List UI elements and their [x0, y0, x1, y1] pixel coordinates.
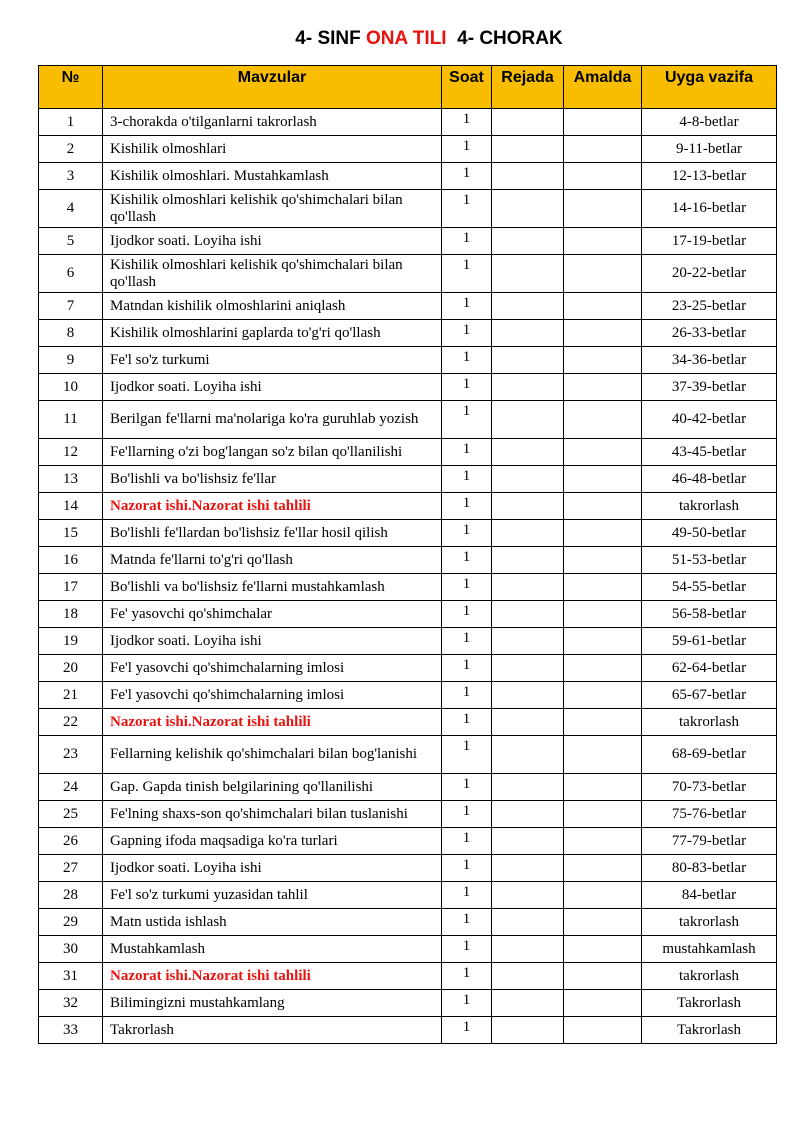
- row-planned: [492, 601, 564, 628]
- table-row: [39, 255, 777, 293]
- row-actual: [564, 109, 642, 136]
- row-topic: Ijodkor soati. Loyiha ishi: [103, 855, 442, 882]
- row-topic: Matnda fe'llarni to'g'ri qo'llash: [103, 547, 442, 574]
- row-planned: [492, 909, 564, 936]
- row-actual: [564, 1017, 642, 1044]
- row-actual: [564, 882, 642, 909]
- row-planned: [492, 882, 564, 909]
- row-number: 5: [39, 228, 103, 255]
- row-number: 20: [39, 655, 103, 682]
- page-title: [0, 28, 800, 50]
- row-homework: Takrorlash: [642, 1017, 777, 1044]
- row-hours: 1: [442, 963, 492, 990]
- row-topic: Kishilik olmoshlarini gaplarda to'g'ri qo'llash: [103, 320, 442, 347]
- row-actual: [564, 190, 642, 228]
- table-row: [39, 574, 777, 601]
- table-row: [39, 109, 777, 136]
- row-planned: [492, 320, 564, 347]
- header-homework: Uyga vazifa: [642, 66, 777, 109]
- title-part-subject: ONA TILI: [366, 28, 447, 49]
- row-actual: [564, 255, 642, 293]
- row-topic: Gapning ifoda maqsadiga ko'ra turlari: [103, 828, 442, 855]
- row-planned: [492, 936, 564, 963]
- row-planned: [492, 828, 564, 855]
- row-hours: 1: [442, 736, 492, 774]
- header-actual: Amalda: [564, 66, 642, 109]
- row-hours: 1: [442, 801, 492, 828]
- row-topic: Matn ustida ishlash: [103, 909, 442, 936]
- row-topic: Kishilik olmoshlari kelishik qo'shimchalari bilan qo'llash: [103, 255, 442, 293]
- row-planned: [492, 439, 564, 466]
- lesson-plan-table: [38, 65, 777, 1044]
- row-homework: 65-67-betlar: [642, 682, 777, 709]
- row-hours: 1: [442, 255, 492, 293]
- row-homework: 68-69-betlar: [642, 736, 777, 774]
- table-row: [39, 709, 777, 736]
- table-row: [39, 736, 777, 774]
- row-hours: 1: [442, 190, 492, 228]
- row-actual: [564, 574, 642, 601]
- row-hours: 1: [442, 828, 492, 855]
- row-number: 33: [39, 1017, 103, 1044]
- row-hours: 1: [442, 293, 492, 320]
- row-hours: 1: [442, 909, 492, 936]
- table-row: [39, 1017, 777, 1044]
- row-number: 6: [39, 255, 103, 293]
- row-number: 22: [39, 709, 103, 736]
- row-planned: [492, 255, 564, 293]
- row-actual: [564, 655, 642, 682]
- row-actual: [564, 601, 642, 628]
- row-number: 29: [39, 909, 103, 936]
- row-homework: 84-betlar: [642, 882, 777, 909]
- row-topic: Berilgan fe'llarni ma'nolariga ko'ra guruhlab yozish: [103, 401, 442, 439]
- row-number: 14: [39, 493, 103, 520]
- row-planned: [492, 493, 564, 520]
- header-planned: Rejada: [492, 66, 564, 109]
- title-part-quarter: 4- CHORAK: [446, 28, 563, 49]
- table-row: [39, 628, 777, 655]
- row-number: 19: [39, 628, 103, 655]
- row-topic: Ijodkor soati. Loyiha ishi: [103, 374, 442, 401]
- table-row: [39, 320, 777, 347]
- row-number: 28: [39, 882, 103, 909]
- row-number: 26: [39, 828, 103, 855]
- row-planned: [492, 520, 564, 547]
- row-topic: Bo'lishli va bo'lishsiz fe'llar: [103, 466, 442, 493]
- row-number: 10: [39, 374, 103, 401]
- row-hours: 1: [442, 990, 492, 1017]
- row-number: 11: [39, 401, 103, 439]
- table-row: [39, 909, 777, 936]
- row-homework: 34-36-betlar: [642, 347, 777, 374]
- row-homework: 37-39-betlar: [642, 374, 777, 401]
- row-hours: 1: [442, 936, 492, 963]
- row-hours: 1: [442, 401, 492, 439]
- row-number: 7: [39, 293, 103, 320]
- table-row: [39, 774, 777, 801]
- row-actual: [564, 136, 642, 163]
- row-planned: [492, 736, 564, 774]
- row-hours: 1: [442, 466, 492, 493]
- row-number: 30: [39, 936, 103, 963]
- row-hours: 1: [442, 374, 492, 401]
- row-topic: Fe' yasovchi qo'shimchalar: [103, 601, 442, 628]
- table-row: [39, 493, 777, 520]
- table-row: [39, 655, 777, 682]
- row-topic: Fe'lning shaxs-son qo'shimchalari bilan tuslanishi: [103, 801, 442, 828]
- table-header-row: [39, 66, 777, 109]
- row-homework: 62-64-betlar: [642, 655, 777, 682]
- row-topic: Bo'lishli va bo'lishsiz fe'llarni mustahkamlash: [103, 574, 442, 601]
- row-topic: Fe'l yasovchi qo'shimchalarning imlosi: [103, 655, 442, 682]
- table-row: [39, 828, 777, 855]
- row-number: 3: [39, 163, 103, 190]
- row-topic: Fellarning kelishik qo'shimchalari bilan bog'lanishi: [103, 736, 442, 774]
- row-actual: [564, 547, 642, 574]
- row-actual: [564, 163, 642, 190]
- row-hours: 1: [442, 163, 492, 190]
- row-number: 16: [39, 547, 103, 574]
- table-row: [39, 682, 777, 709]
- table-row: [39, 347, 777, 374]
- row-actual: [564, 774, 642, 801]
- row-actual: [564, 909, 642, 936]
- row-planned: [492, 628, 564, 655]
- row-number: 15: [39, 520, 103, 547]
- row-hours: 1: [442, 547, 492, 574]
- row-topic: Fe'l so'z turkumi: [103, 347, 442, 374]
- row-topic: Fe'l so'z turkumi yuzasidan tahlil: [103, 882, 442, 909]
- row-planned: [492, 682, 564, 709]
- table-row: [39, 801, 777, 828]
- row-planned: [492, 401, 564, 439]
- row-topic: Bo'lishli fe'llardan bo'lishsiz fe'llar hosil qilish: [103, 520, 442, 547]
- table-row: [39, 190, 777, 228]
- row-topic: 3-chorakda o'tilganlarni takrorlash: [103, 109, 442, 136]
- row-hours: 1: [442, 655, 492, 682]
- row-homework: 49-50-betlar: [642, 520, 777, 547]
- row-homework: 43-45-betlar: [642, 439, 777, 466]
- row-planned: [492, 547, 564, 574]
- row-hours: 1: [442, 601, 492, 628]
- row-actual: [564, 493, 642, 520]
- row-homework: 9-11-betlar: [642, 136, 777, 163]
- row-hours: 1: [442, 709, 492, 736]
- table-body: [39, 109, 777, 1044]
- row-homework: 70-73-betlar: [642, 774, 777, 801]
- row-number: 18: [39, 601, 103, 628]
- row-planned: [492, 855, 564, 882]
- row-actual: [564, 682, 642, 709]
- row-homework: 51-53-betlar: [642, 547, 777, 574]
- row-planned: [492, 774, 564, 801]
- row-hours: 1: [442, 628, 492, 655]
- row-topic: Mustahkamlash: [103, 936, 442, 963]
- table-row: [39, 439, 777, 466]
- row-homework: 54-55-betlar: [642, 574, 777, 601]
- row-topic: Nazorat ishi.Nazorat ishi tahlili: [103, 493, 442, 520]
- row-hours: 1: [442, 320, 492, 347]
- row-actual: [564, 736, 642, 774]
- table-row: [39, 228, 777, 255]
- row-actual: [564, 709, 642, 736]
- header-number: №: [39, 66, 103, 109]
- row-topic: Kishilik olmoshlari: [103, 136, 442, 163]
- row-homework: 12-13-betlar: [642, 163, 777, 190]
- row-actual: [564, 990, 642, 1017]
- row-actual: [564, 466, 642, 493]
- row-homework: 26-33-betlar: [642, 320, 777, 347]
- row-planned: [492, 990, 564, 1017]
- row-topic: Ijodkor soati. Loyiha ishi: [103, 228, 442, 255]
- row-hours: 1: [442, 855, 492, 882]
- row-actual: [564, 628, 642, 655]
- row-hours: 1: [442, 882, 492, 909]
- row-actual: [564, 320, 642, 347]
- table-row: [39, 136, 777, 163]
- row-number: 23: [39, 736, 103, 774]
- title-part-grade: 4- SINF: [295, 28, 367, 49]
- row-actual: [564, 936, 642, 963]
- row-homework: 77-79-betlar: [642, 828, 777, 855]
- row-homework: mustahkamlash: [642, 936, 777, 963]
- row-number: 31: [39, 963, 103, 990]
- row-planned: [492, 163, 564, 190]
- row-topic: Fe'l yasovchi qo'shimchalarning imlosi: [103, 682, 442, 709]
- row-topic: Nazorat ishi.Nazorat ishi tahlili: [103, 709, 442, 736]
- row-planned: [492, 374, 564, 401]
- row-number: 13: [39, 466, 103, 493]
- row-topic: Ijodkor soati. Loyiha ishi: [103, 628, 442, 655]
- row-actual: [564, 293, 642, 320]
- table-row: [39, 163, 777, 190]
- row-homework: Takrorlash: [642, 990, 777, 1017]
- row-hours: 1: [442, 493, 492, 520]
- row-actual: [564, 963, 642, 990]
- row-hours: 1: [442, 347, 492, 374]
- row-number: 1: [39, 109, 103, 136]
- row-topic: Bilimingizni mustahkamlang: [103, 990, 442, 1017]
- table-row: [39, 401, 777, 439]
- table-row: [39, 520, 777, 547]
- row-topic: Matndan kishilik olmoshlarini aniqlash: [103, 293, 442, 320]
- row-planned: [492, 228, 564, 255]
- row-actual: [564, 828, 642, 855]
- row-hours: 1: [442, 520, 492, 547]
- row-hours: 1: [442, 682, 492, 709]
- row-actual: [564, 401, 642, 439]
- table-row: [39, 936, 777, 963]
- row-number: 4: [39, 190, 103, 228]
- row-hours: 1: [442, 136, 492, 163]
- row-homework: 59-61-betlar: [642, 628, 777, 655]
- row-homework: 75-76-betlar: [642, 801, 777, 828]
- row-number: 24: [39, 774, 103, 801]
- table-row: [39, 963, 777, 990]
- row-actual: [564, 228, 642, 255]
- row-hours: 1: [442, 774, 492, 801]
- table-row: [39, 374, 777, 401]
- row-homework: 56-58-betlar: [642, 601, 777, 628]
- row-homework: 4-8-betlar: [642, 109, 777, 136]
- row-planned: [492, 466, 564, 493]
- row-actual: [564, 855, 642, 882]
- row-homework: 80-83-betlar: [642, 855, 777, 882]
- row-homework: takrorlash: [642, 909, 777, 936]
- row-homework: takrorlash: [642, 963, 777, 990]
- table-row: [39, 882, 777, 909]
- row-homework: takrorlash: [642, 709, 777, 736]
- row-number: 21: [39, 682, 103, 709]
- row-planned: [492, 709, 564, 736]
- row-topic: Fe'llarning o'zi bog'langan so'z bilan qo'llanilishi: [103, 439, 442, 466]
- row-planned: [492, 801, 564, 828]
- row-homework: takrorlash: [642, 493, 777, 520]
- row-number: 2: [39, 136, 103, 163]
- row-planned: [492, 109, 564, 136]
- row-hours: 1: [442, 109, 492, 136]
- row-hours: 1: [442, 228, 492, 255]
- table-row: [39, 466, 777, 493]
- row-homework: 40-42-betlar: [642, 401, 777, 439]
- row-homework: 20-22-betlar: [642, 255, 777, 293]
- row-hours: 1: [442, 439, 492, 466]
- table-row: [39, 547, 777, 574]
- row-planned: [492, 347, 564, 374]
- row-number: 8: [39, 320, 103, 347]
- row-hours: 1: [442, 574, 492, 601]
- table-row: [39, 293, 777, 320]
- row-homework: 23-25-betlar: [642, 293, 777, 320]
- row-planned: [492, 190, 564, 228]
- table-row: [39, 601, 777, 628]
- row-actual: [564, 520, 642, 547]
- row-planned: [492, 1017, 564, 1044]
- row-planned: [492, 293, 564, 320]
- row-number: 17: [39, 574, 103, 601]
- row-actual: [564, 801, 642, 828]
- row-topic: Nazorat ishi.Nazorat ishi tahlili: [103, 963, 442, 990]
- row-number: 32: [39, 990, 103, 1017]
- row-number: 25: [39, 801, 103, 828]
- row-topic: Kishilik olmoshlari. Mustahkamlash: [103, 163, 442, 190]
- row-topic: Kishilik olmoshlari kelishik qo'shimchalari bilan qo'llash: [103, 190, 442, 228]
- row-actual: [564, 347, 642, 374]
- row-homework: 46-48-betlar: [642, 466, 777, 493]
- row-actual: [564, 374, 642, 401]
- row-planned: [492, 574, 564, 601]
- row-planned: [492, 655, 564, 682]
- row-number: 12: [39, 439, 103, 466]
- header-topics: Mavzular: [103, 66, 442, 109]
- row-homework: 17-19-betlar: [642, 228, 777, 255]
- table-row: [39, 855, 777, 882]
- row-number: 9: [39, 347, 103, 374]
- row-planned: [492, 963, 564, 990]
- header-hours: Soat: [442, 66, 492, 109]
- row-topic: Takrorlash: [103, 1017, 442, 1044]
- row-planned: [492, 136, 564, 163]
- row-hours: 1: [442, 1017, 492, 1044]
- row-homework: 14-16-betlar: [642, 190, 777, 228]
- table-row: [39, 990, 777, 1017]
- row-number: 27: [39, 855, 103, 882]
- row-topic: Gap. Gapda tinish belgilarining qo'llanilishi: [103, 774, 442, 801]
- row-actual: [564, 439, 642, 466]
